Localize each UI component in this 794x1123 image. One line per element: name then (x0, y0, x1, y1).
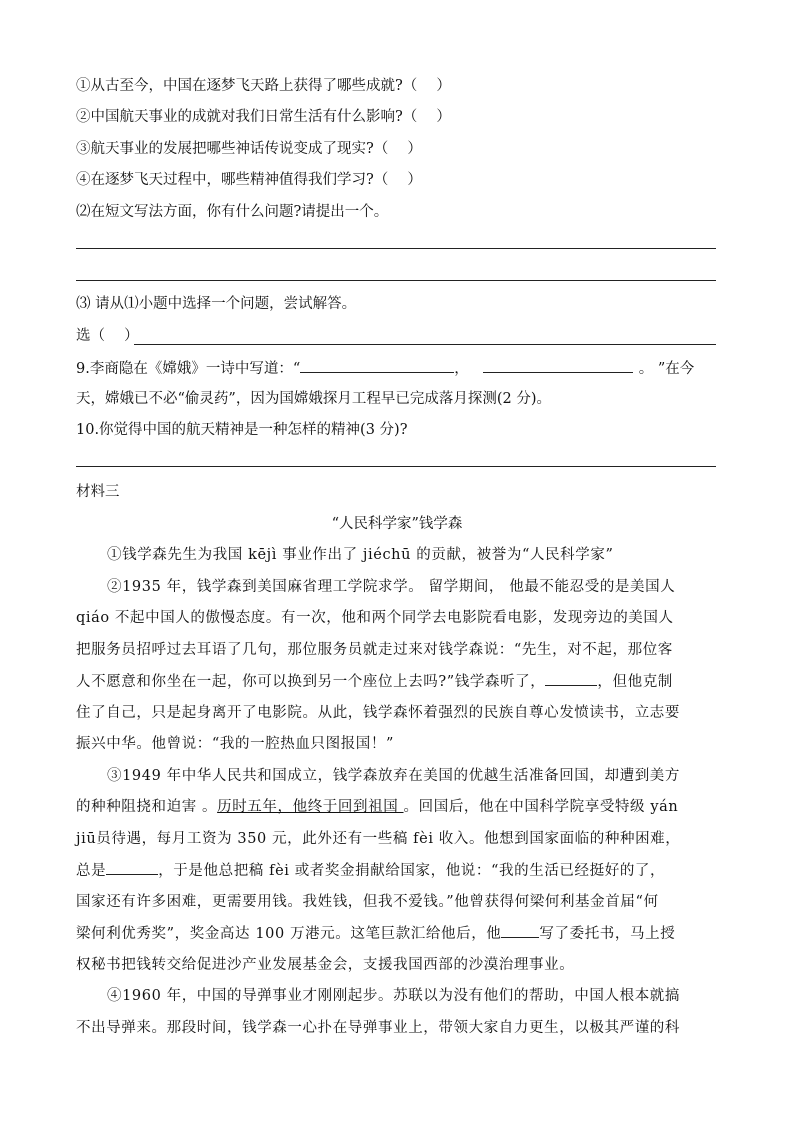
answer-line[interactable] (134, 344, 716, 345)
paragraph-2-line: 把服务员招呼过去耳语了几句，那位服务员就走过来对钱学森说：“先生，对不起，那位客 (76, 642, 673, 658)
paragraph-1: ①钱学森先生为我国 kējì 事业作出了 jiéchū 的贡献，被誉为“人民科学家” (107, 547, 614, 563)
paragraph-3-line: 权秘书把钱转交给促进沙产业发展基金会，支援我国西部的沙漠治理事业。 (76, 957, 575, 973)
fill-blank[interactable] (545, 671, 597, 686)
paragraph-2-line: 振兴中华。他曾说：“我的一腔热血只图报国！” (76, 736, 395, 752)
paragraph-3-line: 国家还有许多困难，更需要用钱。我姓钱，但我不爱钱。”他曾获得何梁何利基金首届“何 (76, 894, 659, 910)
text-segment: 人不愿意和你坐在一起，你可以换到另一个座位上去吗?”钱学森听了， (76, 674, 546, 690)
text-segment: 的种种阻挠和迫害 。 (76, 799, 218, 815)
fill-blank[interactable] (300, 358, 454, 373)
paragraph-2-line: qiáo 不起中国人的傲慢态度。有一次，他和两个同学去电影院看电影，发现旁边的美国人 (76, 610, 674, 626)
question-writing-form: ⑵在短文写法方面，你有什么问题?请提出一个。 (76, 204, 389, 220)
text-segment: 。回国后，他在中国科学院享受特级 yán (403, 799, 679, 815)
paragraph-3-line (76, 797, 678, 817)
text-segment: ，于是他总把稿 fèi 或者奖金捐献给国家，他说：“我的生活已经挺好的了， (158, 863, 666, 879)
material-label: 材料三 (76, 484, 120, 500)
fill-blank[interactable] (501, 923, 539, 938)
answer-line[interactable] (76, 466, 716, 467)
paragraph-3-line (76, 923, 675, 944)
paragraph-4-line: ④1960 年，中国的导弹事业才刚刚起步。苏联以为没有他们的帮助，中国人根本就搞 (107, 988, 681, 1004)
paragraph-3-line (76, 860, 665, 881)
article-title: “人民科学家”钱学森 (331, 516, 463, 532)
question-option-3: ③航天事业的发展把哪些神话传说变成了现实?（ ） (76, 141, 422, 157)
paragraph-2-line: 住了自己，只是起身离开了电影院。从此，钱学森怀着强烈的民族自尊心发愤读书，立志要 (76, 705, 680, 721)
text-segment: ，但他克制 (597, 674, 673, 690)
q9-prefix: 9.李商隐在《嫦娥》一诗中写道：“ (76, 361, 301, 377)
q9-end: 。 ”在今 (638, 361, 695, 377)
paragraph-3-line: jiū员待遇，每月工资为 350 元，此外还有一些稿 fèi 收入。他想到国家面临的种种困难， (76, 831, 681, 847)
text-segment: 总是 (76, 863, 107, 879)
answer-line[interactable] (76, 248, 716, 249)
question-option-2: ②中国航天事业的成就对我们日常生活有什么影响?（ ） (76, 109, 451, 125)
underlined-sentence: 历时五年，他终于回到祖国 (217, 799, 404, 815)
text-segment: 梁何利优秀奖”，奖金高达 100 万港元。这笔巨款汇给他后，他 (76, 926, 502, 942)
paragraph-3-line: ③1949 年中华人民共和国成立，钱学森放弃在美国的优越生活准备回国，却遭到美方 (107, 768, 681, 784)
question-option-1: ①从古至今，中国在逐梦飞天路上获得了哪些成就?（ ） (76, 78, 451, 94)
question-option-4: ④在逐梦飞天过程中，哪些精神值得我们学习?（ ） (76, 172, 422, 188)
question-9-line-2: 天，嫦娥已不必“偷灵药”，因为国嫦娥探月工程早已完成落月探测(2 分)。 (76, 391, 551, 407)
question-10: 10.你觉得中国的航天精神是一种怎样的精神(3 分)? (76, 422, 408, 438)
paragraph-2-line: ②1935 年，钱学森到美国麻省理工学院求学。 留学期间， 他最不能忍受的是美国人 (107, 579, 676, 595)
text-segment: 写了委托书，马上授 (539, 926, 676, 942)
answer-line[interactable] (76, 280, 716, 281)
question-answer-prompt: ⑶ 请从⑴小题中选择一个问题，尝试解答。 (76, 296, 357, 312)
fill-blank[interactable] (483, 358, 633, 373)
paragraph-4-line: 不出导弹来。那段时间，钱学森一心扑在导弹事业上，带领大家自力更生，以极其严谨的科 (76, 1020, 680, 1036)
q9-comma: ， (454, 361, 469, 377)
choose-prefix: 选（ ） (76, 328, 139, 344)
paragraph-2-line (76, 671, 673, 692)
question-9-line-1 (76, 358, 694, 379)
fill-blank[interactable] (106, 860, 158, 875)
